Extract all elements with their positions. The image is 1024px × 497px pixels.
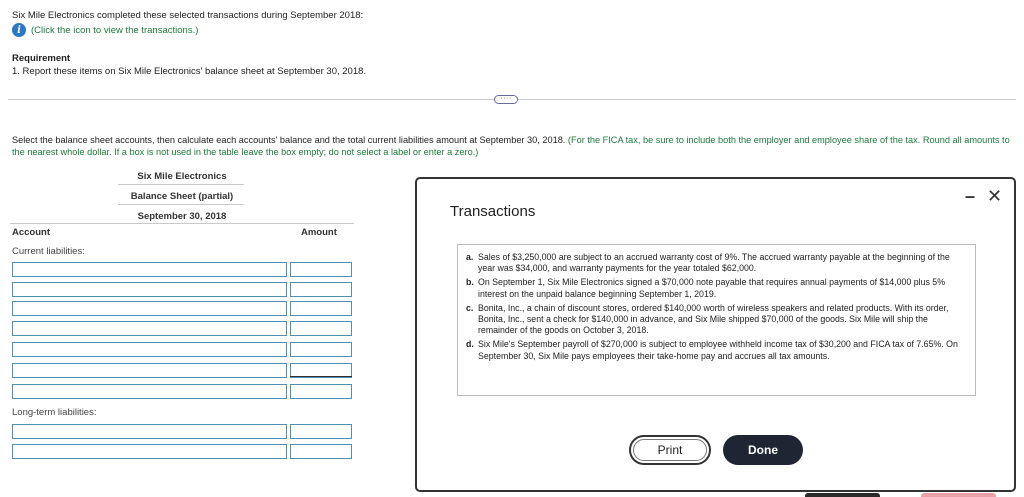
transactions-list <box>457 244 976 396</box>
current-account-input-6[interactable] <box>12 363 287 378</box>
modal-title: Transactions <box>450 203 536 220</box>
transaction-item <box>466 303 965 337</box>
total-current-liabilities-label-input[interactable] <box>12 384 287 399</box>
info-icon[interactable]: i <box>12 23 26 37</box>
print-button[interactable] <box>629 435 711 465</box>
transaction-text: Bonita, Inc., a chain of discount stores, ordered $140,000 worth of wireless speakers and related products. With its order, Bonita, Inc., sent a check for $140,000 in advance, and Six Mile shipped $70,000 of the goods. Six Mile will ship the remainder of the goods on October 3, 2018. <box>478 302 949 336</box>
statement-title: Balance Sheet (partial) <box>130 191 234 202</box>
header-rule <box>10 223 354 224</box>
transaction-text: On September 1, Six Mile Electronics signed a $70,000 note payable that requires annual payments of $14,000 plus 5% interest on the unpaid balance beginning September 1, 2019. <box>478 277 946 299</box>
print-button-label: Print <box>633 439 707 461</box>
current-account-input-1[interactable] <box>12 262 287 277</box>
transaction-letter: a. <box>466 252 474 262</box>
intro-text: Six Mile Electronics completed these selected transactions during September 2018: <box>12 10 364 21</box>
total-current-liabilities-amount-input[interactable] <box>290 384 352 399</box>
account-column-header: Account <box>12 227 50 238</box>
close-icon[interactable]: ✕ <box>987 186 1003 206</box>
longterm-amount-input-1[interactable] <box>290 424 352 439</box>
amount-column-header: Amount <box>301 227 337 238</box>
current-account-input-5[interactable] <box>12 342 287 357</box>
view-transactions-link[interactable]: (Click the icon to view the transactions.) <box>31 24 199 36</box>
minimize-icon[interactable]: – <box>965 186 976 206</box>
instruction-main: Select the balance sheet accounts, then calculate each accounts' balance and the total current liabilities amount at September 30, 2018. <box>12 135 566 145</box>
statement-date: September 30, 2018 <box>137 211 227 222</box>
current-amount-input-1[interactable] <box>290 262 352 277</box>
longterm-account-input-2[interactable] <box>12 444 287 459</box>
longterm-amount-input-2[interactable] <box>290 444 352 459</box>
current-account-input-3[interactable] <box>12 301 287 316</box>
instruction-text <box>12 134 1022 158</box>
transactions-modal <box>415 177 1016 492</box>
longterm-account-input-1[interactable] <box>12 424 287 439</box>
current-amount-input-3[interactable] <box>290 301 352 316</box>
transaction-item <box>466 277 965 299</box>
bottom-tab-dark[interactable] <box>805 493 880 497</box>
transaction-letter: d. <box>466 339 474 350</box>
transaction-text: Six Mile's September payroll of $270,000 is subject to employee withheld income tax of $30,200 and FICA tax of 7.65%. On September 30, Six Mile pays employees their take-home pay and accrues all tax amounts. <box>478 339 958 361</box>
transaction-letter: c. <box>466 302 474 313</box>
transaction-letter: b. <box>466 277 474 288</box>
transaction-item <box>466 339 965 361</box>
done-button[interactable]: Done <box>723 435 803 465</box>
company-name: Six Mile Electronics <box>137 171 227 182</box>
title-rule <box>118 184 244 185</box>
long-term-liabilities-label: Long-term liabilities: <box>12 407 97 418</box>
current-amount-input-5[interactable] <box>290 342 352 357</box>
requirement-text: 1. Report these items on Six Mile Electronics' balance sheet at September 30, 2018. <box>12 66 367 77</box>
current-liabilities-label: Current liabilities: <box>12 246 85 257</box>
info-link-row[interactable] <box>12 23 198 37</box>
title-rule <box>118 204 244 205</box>
current-account-input-2[interactable] <box>12 282 287 297</box>
bottom-tab-pink[interactable] <box>921 493 996 497</box>
instruction-note: (For the FICA tax, be sure to include both the employer and employee share of the tax. Round all amounts to the nearest whole dollar. If a box is not used in the table leave the box empty; do not select a label or enter a zero.) <box>12 135 1010 157</box>
transaction-text: Sales of $3,250,000 are subject to an accrued warranty cost of 9%. The accrued warranty payable at the beginning of the year was $34,000, and warranty payments for the year totaled $62,000. <box>478 252 950 274</box>
more-button[interactable]: ···· <box>494 95 518 104</box>
current-amount-input-2[interactable] <box>290 282 352 297</box>
transaction-item <box>466 252 965 274</box>
current-amount-input-4[interactable] <box>290 321 352 336</box>
requirement-heading: Requirement <box>12 53 71 64</box>
total-rule <box>290 376 352 377</box>
current-account-input-4[interactable] <box>12 321 287 336</box>
